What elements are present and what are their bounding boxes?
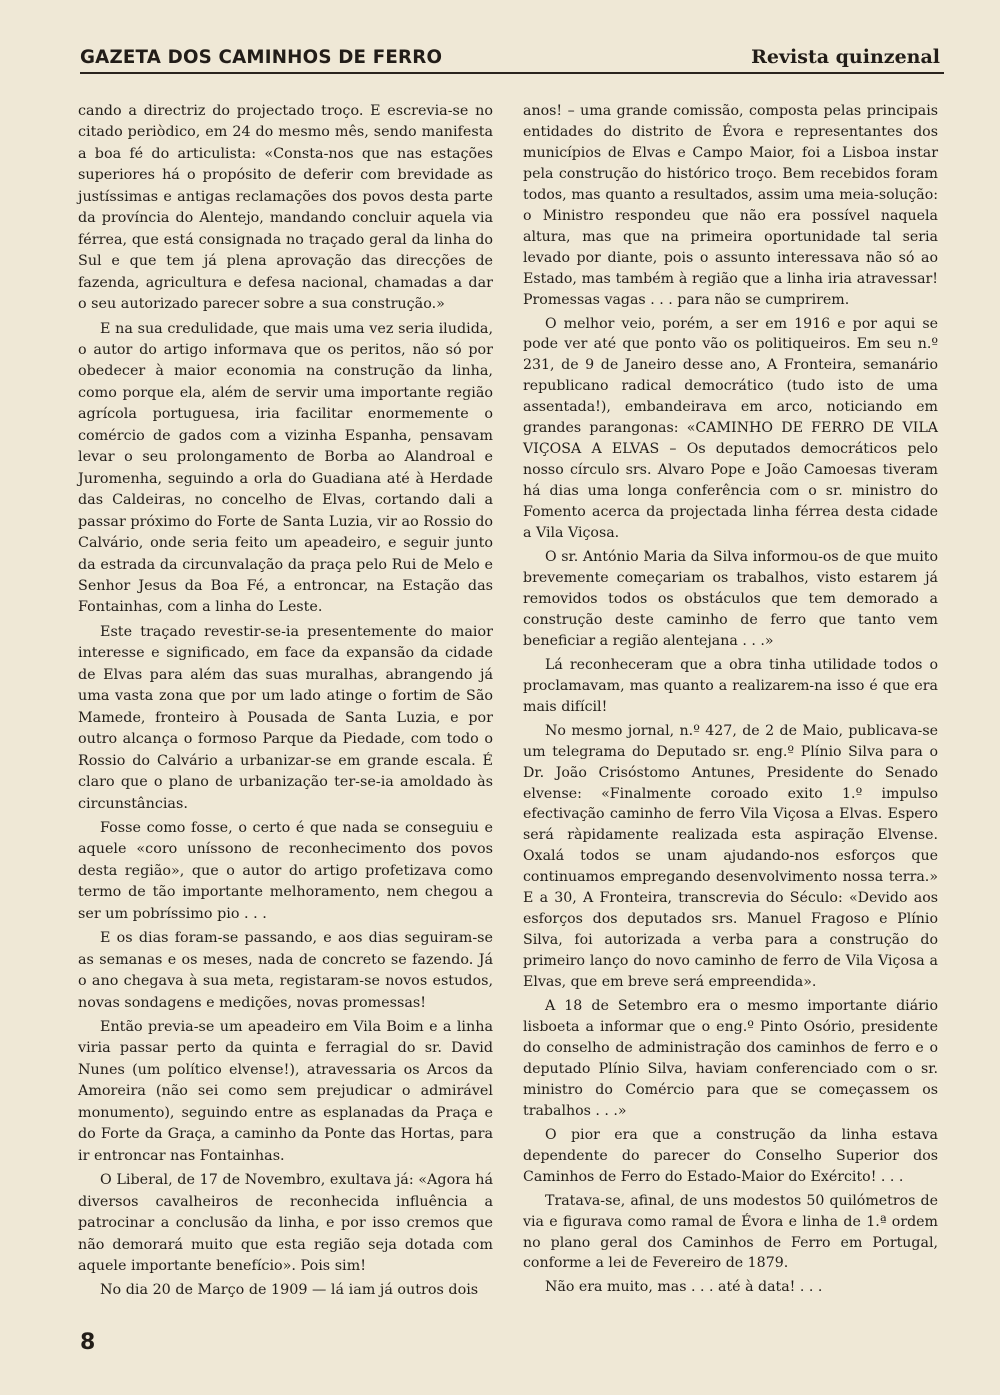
paragraph: E os dias foram-se passando, e aos dias seguiram-se as semanas e os meses, nada de concreto se fazendo. Já o ano chegava à sua meta, registaram-se novos estudos, novas sondagens e medições, novas promessas! — [78, 930, 493, 1011]
paragraph: Tratava-se, afinal, de uns modestos 50 quilómetros de via e figurava como ramal de Évora e linha de 1.ª ordem no plano geral dos Caminhos de Ferro em Portugal, conforme a lei de Fevereiro de 1879. — [523, 1192, 938, 1272]
publication-title: GAZETA DOS CAMINHOS DE FERRO — [80, 46, 443, 68]
paragraph: E na sua credulidade, que mais uma vez seria iludida, o autor do artigo informava que os peritos, não só por obedecer à maior economia na construção da linha, como porque ela, além de servir uma importante região agrícola portuguesa, iria facilitar enormemente o comércio de gados com a vizinha Espanha, pensavam levar o seu prolongamento de Borba ao Alandroal e Juromenha, seguindo a orla do Guadiana até à Herdade das Caldeiras, no concelho de Elvas, cortando dali a passar próximo do Forte de Santa Luzia, vir ao Rossio do Calvário, onde seria feito um apeadeiro, e seguir junto da estrada da circunvalação da praça pelo Rui de Melo e Senhor Jesus da Boa Fé, a entroncar, na Estação das Fontainhas, com a linha do Leste. — [78, 320, 493, 616]
page-number: 8 — [80, 1330, 96, 1355]
paragraph: A 18 de Setembro era o mesmo importante diário lisboeta a informar que o eng.º Pinto Osório, presidente do conselho de administração dos caminhos de ferro e o deputado Plínio Silva, haviam conferenciado com o sr. ministro do Comércio para que se começassem os trabalhos . . .» — [523, 998, 938, 1119]
publication-subtitle: Revista quinzenal — [751, 46, 940, 68]
paragraph: No mesmo jornal, n.º 427, de 2 de Maio, publicava-se um telegrama do Deputado sr. eng.º Plínio Silva para o Dr. João Crisóstomo Antunes, Presidente do Senado elvense: «Finalmente coroado exito 1.º impulso efectivação caminho de ferro Vila Viçosa a Elvas. Espero será ràpidamente realizada esta aspiração Elvense. Oxalá todos se unam ajudando-nos esforços que continuamos empregando desenvolvimento nossa terra.» E a 30, A Fronteira, transcrevia do Século: «Devido aos esforços dos deputados srs. Manuel Fragoso e Plínio Silva, foi autorizada a verba para a construção do primeiro lanço do novo caminho de ferro de Vila Viçosa a Elvas, que em breve será empreendida». — [523, 722, 938, 991]
masthead — [80, 38, 940, 68]
paragraph: O sr. António Maria da Silva informou-os de que muito brevemente começariam os trabalhos, visto estarem já removidos todos os obstáculos que tem demorado a construção deste caminho de ferro que tanto vem beneficiar a região alentejana . . .» — [523, 549, 938, 649]
paragraph: No dia 20 de Março de 1909 — lá iam já outros dois — [100, 1282, 479, 1299]
paragraph: Este traçado revestir-se-ia presentemente do maior interesse e significado, em face da expansão da cidade de Elvas para além das suas muralhas, abrangendo já uma vasta zona que por um lado atinge o fortim de São Mamede, fronteiro à Pousada de Santa Luzia, e por outro alcança o formoso Parque da Piedade, com todo o Rossio do Calvário a urbanizar-se em grande escala. É claro que o plano de urbanização ter-se-ia amoldado às circunstâncias. — [78, 623, 493, 812]
paragraph: O melhor veio, porém, a ser em 1916 e por aqui se pode ver até que ponto vão os politiqueiros. Em seu n.º 231, de 9 de Janeiro desse ano, A Fronteira, semanário republicano radical democrático (tudo isto de uma assentada!), embandeirava em arco, noticiando em grandes parangonas: «CAMINHO DE FERRO DE VILA VIÇOSA A ELVAS – Os deputados democráticos pelo nosso círculo srs. Alvaro Pope e João Camoesas tiveram há dias uma longa conferência com o sr. ministro do Fomento acerca da projectada linha férrea desta cidade a Vila Viçosa. — [523, 315, 938, 542]
left-column — [78, 101, 493, 1302]
paragraph: O pior era que a construção da linha estava dependente do parecer do Conselho Superior dos Caminhos de Ferro do Estado-Maior do Exército! . . . — [523, 1126, 938, 1185]
paragraph: O Liberal, de 17 de Novembro, exultava já: «Agora há diversos cavalheiros de reconhecida influência a patrocinar a conclusão da linha, e por isso cremos que não demorará muito que esta região seja dotada com aquele importante benefício». Pois sim! — [78, 1172, 493, 1275]
header-rule — [80, 72, 944, 74]
paragraph: cando a directriz do projectado troço. E escrevia-se no citado periòdico, em 24 do mesmo mês, sendo manifesta a boa fé do articulista: «Consta-nos que nas estações superiores há o propósito de deferir com brevidade as justíssimas e antigas reclamações dos povos desta parte da província do Alentejo, mandando concluir aquela via férrea, que está consignada no traçado geral da linha do Sul e que tem já plena aprovação das direcções de fazenda, agricultura e defesa nacional, chamadas a dar o seu autorizado parecer sobre a sua construção.» — [78, 103, 493, 313]
paragraph: Fosse como fosse, o certo é que nada se conseguiu e aquele «coro uníssono de reconhecimento dos povos desta região», que o autor do artigo profetizava como termo de tão importante melhoramento, nem chegou a ser um pobríssimo pio . . . — [78, 819, 493, 922]
right-column — [523, 101, 938, 1298]
paragraph: Então previa-se um apeadeiro em Vila Boim e a linha viria passar perto da quinta e ferragial do sr. David Nunes (um político elvense!), atravessaria os Arcos da Amoreira (não sei como sem prejudicar o admirável monumento), seguindo entre as esplanadas da Praça e do Forte da Graça, a caminho da Ponte das Hortas, para ir entroncar nas Fontainhas. — [78, 1019, 493, 1164]
paragraph: Lá reconheceram que a obra tinha utilidade todos o proclamavam, mas quanto a realizarem-na isso é que era mais difícil! — [523, 656, 938, 715]
paragraph: anos! – uma grande comissão, composta pelas principais entidades do distrito de Évora e representantes dos municípios de Elvas e Campo Maior, foi a Lisboa instar pela construção do histórico troço. Bem recebidos foram todos, mas quanto a resultados, assim uma meia-solução: o Ministro respondeu que não era possível naquela altura, mas que na primeira oportunidade tal seria levado por diante, pois o assunto interessava não só ao Estado, mas também à região que a linha iria atravessar! Promessas vagas . . . para não se cumprirem. — [523, 103, 938, 308]
paragraph: Não era muito, mas . . . até à data! . . . — [545, 1279, 823, 1296]
